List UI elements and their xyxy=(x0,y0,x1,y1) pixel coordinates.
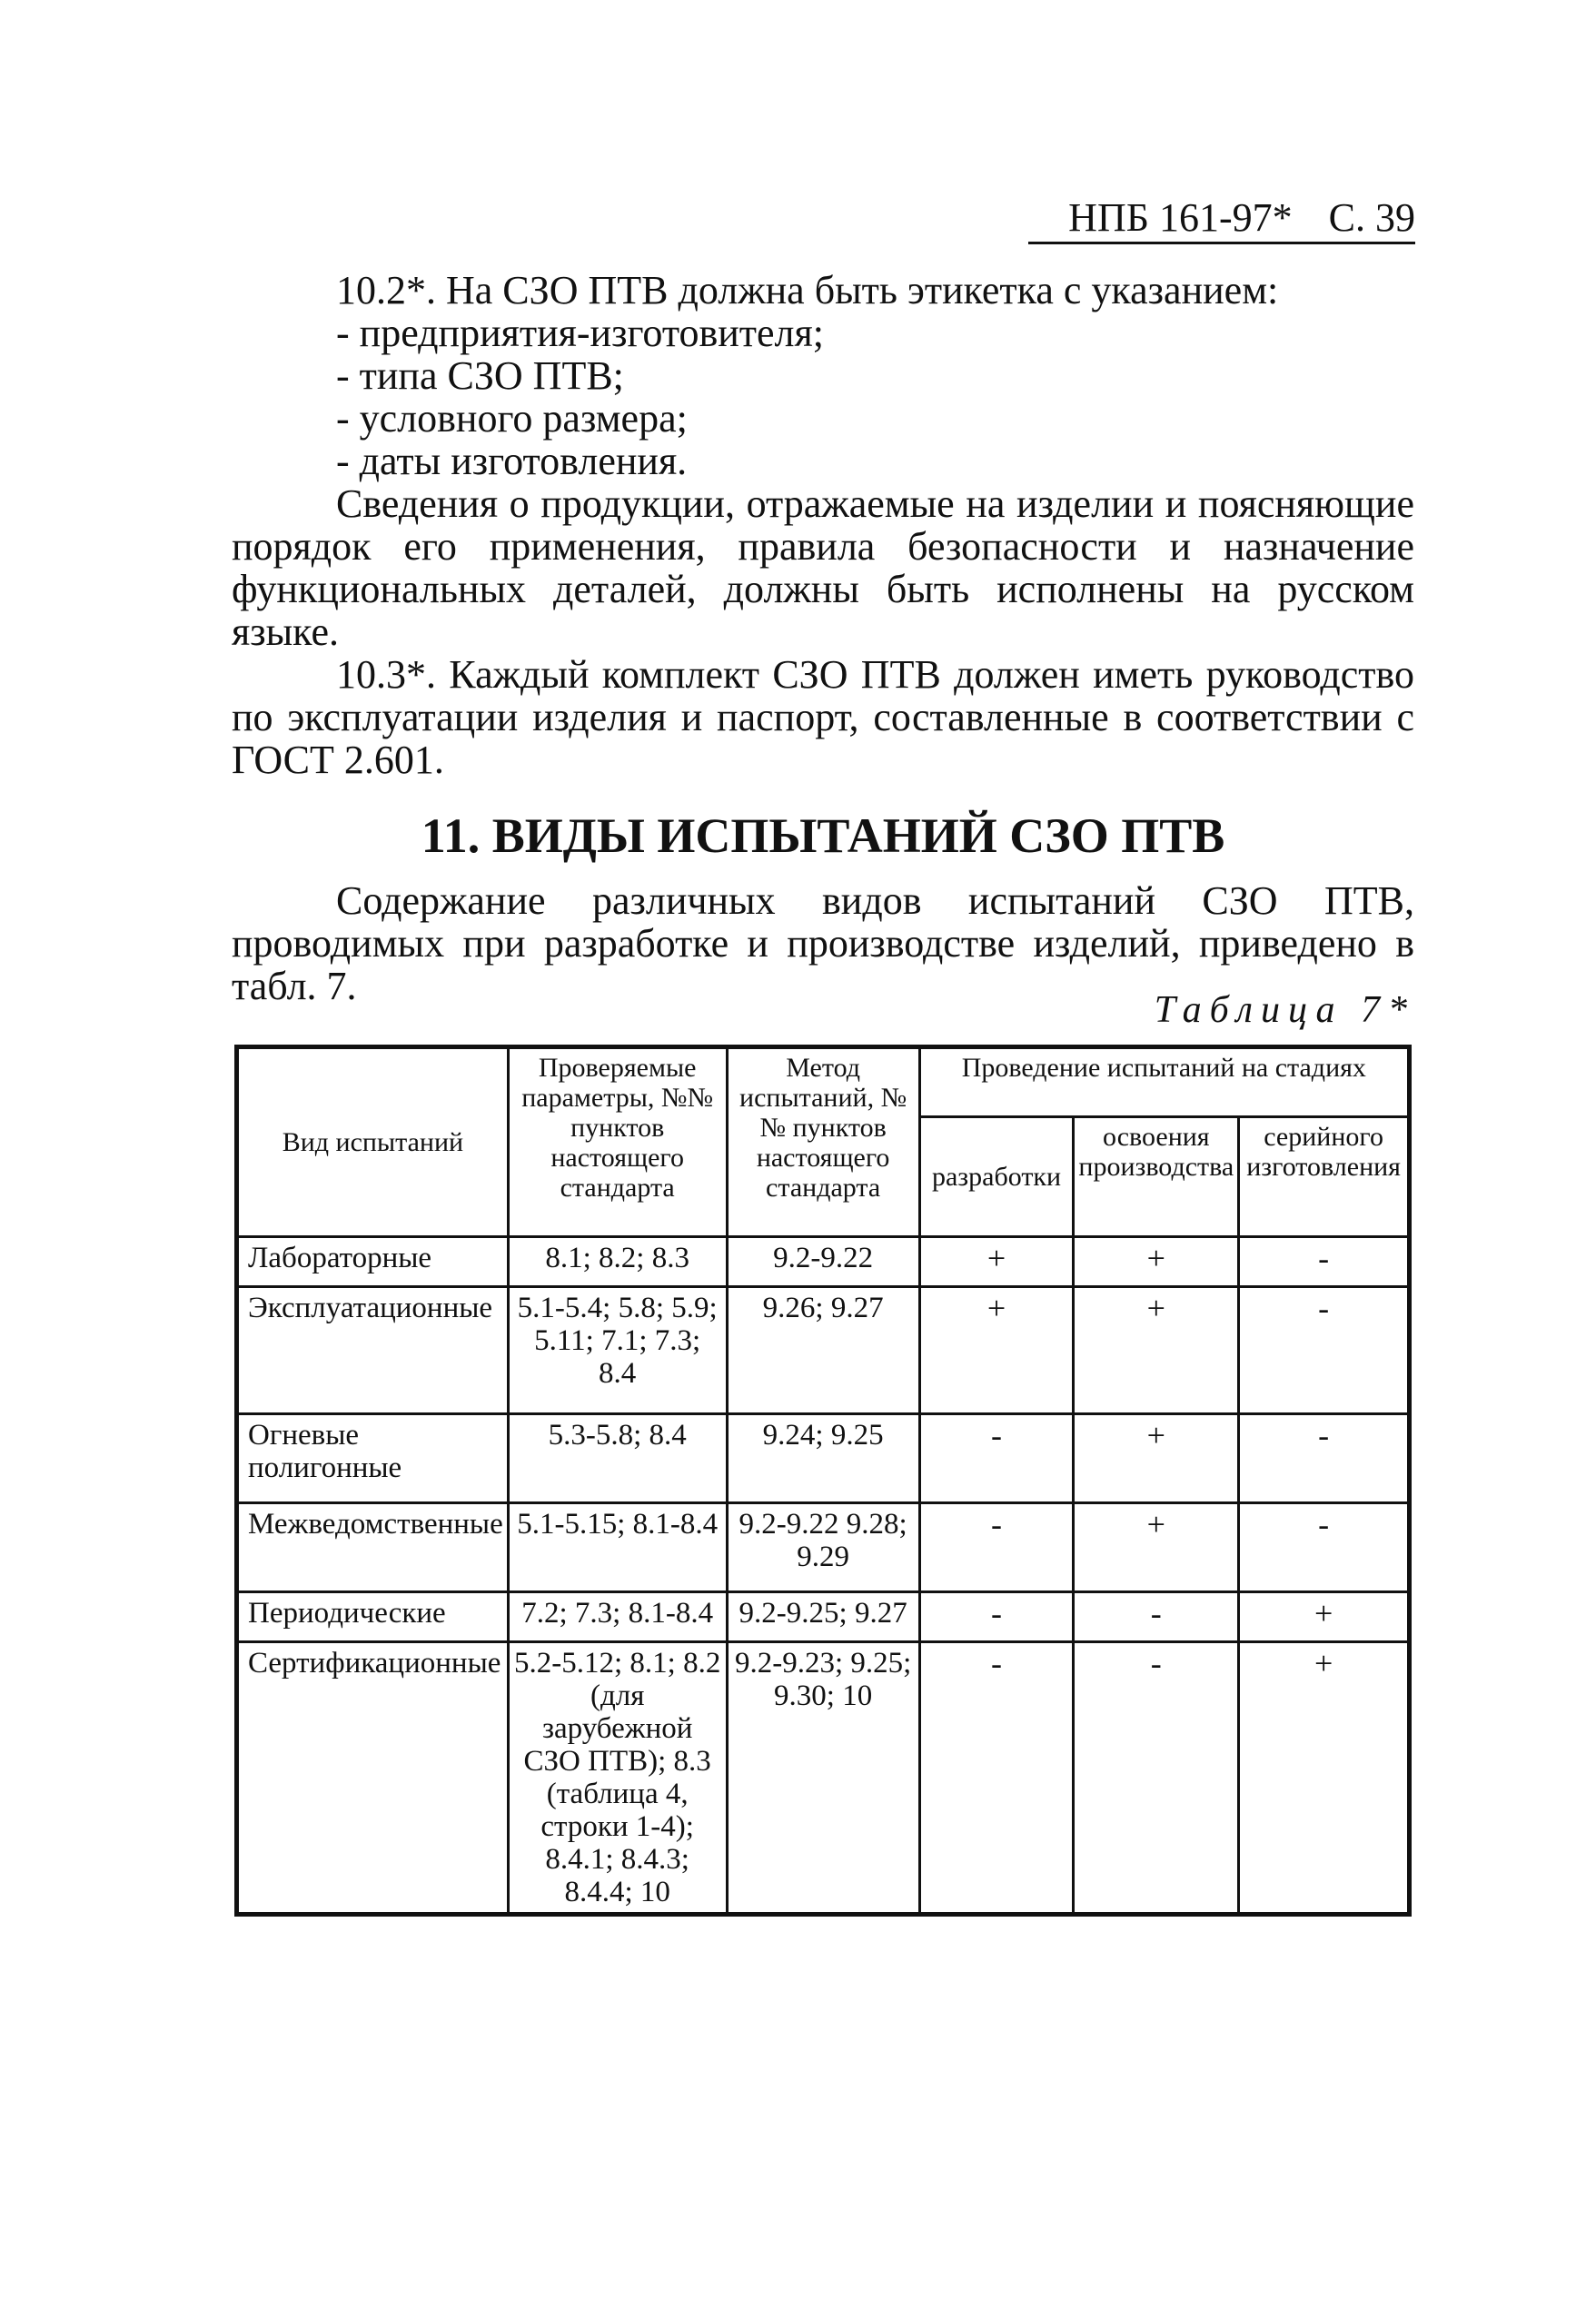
section-11-intro: Содержание различных видов испытаний СЗО ПТВ, проводимых при разработке и производстве изделий, приведено в табл. 7. xyxy=(232,878,1414,1008)
cell-method: 9.2-9.22 9.28; 9.29 xyxy=(727,1502,919,1591)
cell-stage-serial: - xyxy=(1239,1414,1410,1503)
cell-stage-serial: + xyxy=(1239,1642,1410,1915)
cell-params: 5.2-5.12; 8.1; 8.2 (для зарубежной СЗО ПТВ); 8.3 (таблица 4, строки 1-4); 8.4.1; 8.4.3; 8.4.4; 10 xyxy=(508,1642,727,1915)
cell-stage-dev: - xyxy=(919,1642,1074,1915)
cell-params: 5.3-5.8; 8.4 xyxy=(508,1414,727,1503)
header-method: Метод испытаний, №№ пунктов настоящего стандарта xyxy=(727,1047,919,1237)
table-row xyxy=(237,1236,1410,1286)
cell-stage-dev: - xyxy=(919,1502,1074,1591)
cell-stage-serial: - xyxy=(1239,1502,1410,1591)
cell-stage-dev: - xyxy=(919,1414,1074,1503)
cell-stage-serial: - xyxy=(1239,1236,1410,1286)
page-header xyxy=(1028,194,1415,244)
header-stage-dev: разработки xyxy=(919,1116,1074,1236)
cell-type: Лабораторные xyxy=(237,1236,509,1286)
info-paragraph: Сведения о продукции, отражаемые на изделии и поясняющие порядок его применения, правила безопасности и назначение функциональных деталей, должны быть исполнены на русском языке. xyxy=(232,481,1414,654)
cell-params: 8.1; 8.2; 8.3 xyxy=(508,1236,727,1286)
cell-method: 9.2-9.25; 9.27 xyxy=(727,1591,919,1641)
section-11-title: 11. ВИДЫ ИСПЫТАНИЙ СЗО ПТВ xyxy=(421,808,1225,863)
table-header-row xyxy=(237,1047,1410,1117)
paragraph-10-2: 10.2*. На СЗО ПТВ должна быть этикетка с указанием: xyxy=(336,268,1279,312)
table-row xyxy=(237,1591,1410,1641)
header-params: Проверяемые параметры, №№ пунктов настоящего стандарта xyxy=(508,1047,727,1237)
list-item: - условного размера; xyxy=(336,396,688,441)
cell-type: Сертификационные xyxy=(237,1642,509,1915)
table-row xyxy=(237,1286,1410,1413)
table-label: Таблица 7* xyxy=(1154,989,1415,1031)
cell-stage-prod: + xyxy=(1074,1414,1239,1503)
cell-stage-dev: - xyxy=(919,1591,1074,1641)
table-row xyxy=(237,1502,1410,1591)
header-stage-serial: серийного изготовления xyxy=(1239,1116,1410,1236)
cell-params: 5.1-5.4; 5.8; 5.9; 5.11; 7.1; 7.3; 8.4 xyxy=(508,1286,727,1413)
header-type: Вид испытаний xyxy=(237,1047,509,1237)
header-stages: Проведение испытаний на стадиях xyxy=(919,1047,1409,1117)
cell-stage-prod: + xyxy=(1074,1502,1239,1591)
cell-method: 9.24; 9.25 xyxy=(727,1414,919,1503)
cell-type: Межведомственные xyxy=(237,1502,509,1591)
doc-code: НПБ 161-97* xyxy=(1068,195,1293,240)
tests-table xyxy=(234,1045,1412,1917)
table-row xyxy=(237,1414,1410,1503)
section-10-text xyxy=(232,269,1414,781)
cell-type: Огневые полигонные xyxy=(237,1414,509,1503)
cell-method: 9.26; 9.27 xyxy=(727,1286,919,1413)
cell-method: 9.2-9.23; 9.25; 9.30; 10 xyxy=(727,1642,919,1915)
cell-stage-serial: + xyxy=(1239,1591,1410,1641)
page-number: С. 39 xyxy=(1328,195,1415,240)
cell-method: 9.2-9.22 xyxy=(727,1236,919,1286)
cell-type: Периодические xyxy=(237,1591,509,1641)
cell-stage-prod: - xyxy=(1074,1591,1239,1641)
cell-stage-prod: + xyxy=(1074,1286,1239,1413)
header-stage-prod: освоения производства xyxy=(1074,1116,1239,1236)
list-item: - предприятия-изготовителя; xyxy=(336,311,824,355)
cell-params: 5.1-5.15; 8.1-8.4 xyxy=(508,1502,727,1591)
paragraph-10-3: 10.3*. Каждый комплект СЗО ПТВ должен иметь руководство по эксплуатации изделия и паспорт, составленные в соответствии с ГОСТ 2.601. xyxy=(232,652,1414,782)
list-item: - даты изготовления. xyxy=(336,439,688,483)
cell-stage-prod: - xyxy=(1074,1642,1239,1915)
cell-stage-dev: + xyxy=(919,1286,1074,1413)
table-row xyxy=(237,1642,1410,1915)
cell-stage-serial: - xyxy=(1239,1286,1410,1413)
cell-type: Эксплуатационные xyxy=(237,1286,509,1413)
list-item: - типа СЗО ПТВ; xyxy=(336,353,624,398)
cell-stage-dev: + xyxy=(919,1236,1074,1286)
cell-params: 7.2; 7.3; 8.1-8.4 xyxy=(508,1591,727,1641)
cell-stage-prod: + xyxy=(1074,1236,1239,1286)
